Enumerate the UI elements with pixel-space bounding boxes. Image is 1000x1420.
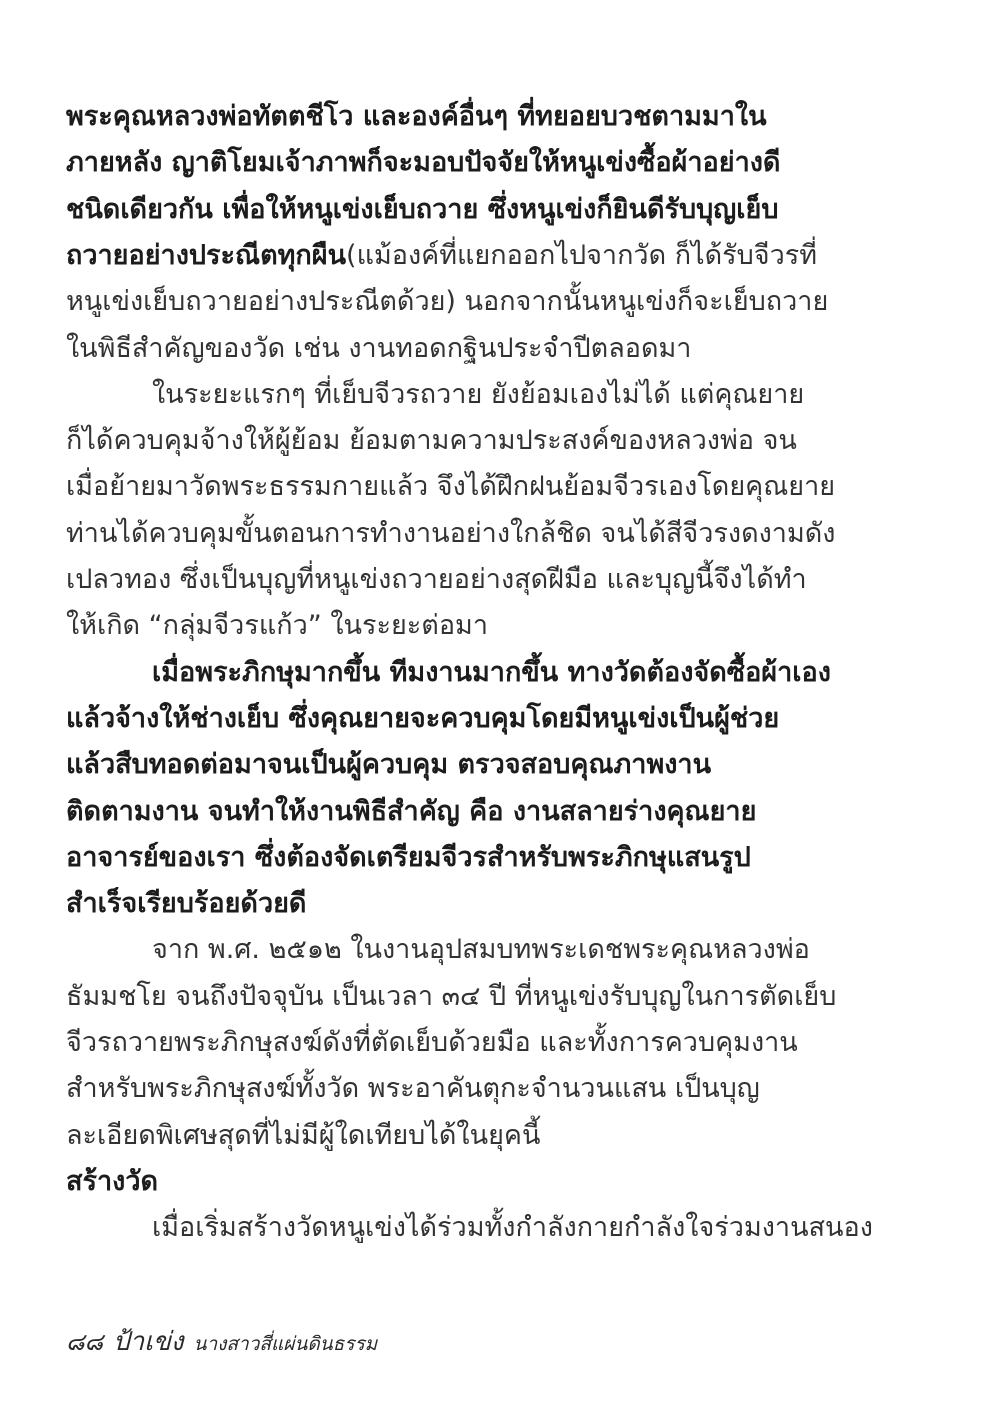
text-segment: แล้วสืบทอดต่อมาจนเป็นผู้ควบคุม ตรวจสอบคุณภาพงาน [66,749,712,781]
text-segment: เมื่อเริ่มสร้างวัดหนูเข่งได้ร่วมทั้งกำลังกายกำลังใจร่วมงานสนอง [152,1212,873,1244]
text-line [66,511,835,557]
text-line [66,881,306,927]
text-segment: ติดตามงาน จนทำให้งานพิธีสำคัญ คือ งานสลายร่างคุณยาย [66,795,757,827]
text-segment: จีวรถวายพระภิกษุสงฆ์ดังที่ตัดเย็บด้วยมือ และทั้งการควบคุมงาน [66,1027,798,1058]
book-subtitle: นางสาวสี่แผ่นดินธรรม [193,1333,378,1355]
text-line [152,1205,873,1251]
text-line [66,603,488,649]
text-line [152,650,831,696]
page-footer [66,1322,377,1365]
text-segment: อาจารย์ของเรา ซึ่งต้องจัดเตรียมจีวรสำหรับพระภิกษุแสนรูป [66,841,751,873]
text-segment: ก็ได้ควบคุมจ้างให้ผู้ย้อม ย้อมตามความประสงค์ของหลวงพ่อ จน [66,425,797,457]
text-line [66,1159,158,1205]
text-line [66,464,835,510]
text-segment: ถวายอย่างประณีตทุกผืน [66,239,347,271]
text-line [66,1113,540,1159]
text-line [66,1066,760,1112]
text-segment: ให้เกิด “กลุ่มจีวรแก้ว” ในระยะต่อมา [66,610,488,642]
text-segment: พระคุณหลวงพ่อทัตตชีโว และองค์อื่นๆ ที่ทยอยบวชตามมาใน [66,101,767,132]
page-number: ๘๘ [66,1328,104,1356]
text-line [152,372,804,418]
text-segment: ละเอียดพิเศษสุดที่ไม่มีผู้ใดเทียบได้ในยุคนี้ [66,1119,541,1151]
text-line [66,835,751,881]
text-segment: ภายหลัง ญาติโยมเจ้าภาพก็จะมอบปัจจัยให้หนูเข่งซื้อผ้าอย่างดี [66,147,781,179]
text-line [66,279,828,325]
text-segment: ในระยะแรกๆ ที่เย็บจีวรถวาย ยังย้อมเองไม่ได้ แต่คุณยาย [152,378,805,410]
text-line [66,974,836,1020]
text-segment: (แม้องค์ที่แยกออกไปจากวัด ก็ได้รับจีวรที่ [346,239,818,271]
text-line [66,696,779,742]
text-line [66,233,817,279]
text-line [152,927,810,973]
text-line [66,418,797,464]
text-segment: เมื่อพระภิกษุมากขึ้น ทีมงานมากขึ้น ทางวัดต้องจัดซื้อผ้าเอง [152,656,831,688]
text-line [66,557,807,603]
text-segment: ท่านได้ควบคุมขั้นตอนการทำงานอย่างใกล้ชิด จนได้สีจีวรงดงามดัง [66,517,836,549]
text-line [66,140,780,186]
text-line [66,1020,798,1066]
text-segment: แล้วจ้างให้ช่างเย็บ ซึ่งคุณยายจะควบคุมโดยมีหนูเข่งเป็นผู้ช่วย [66,702,780,734]
text-line [66,789,756,835]
text-line [66,187,778,233]
text-segment: จาก พ.ศ. ๒๕๑๒ ในงานอุปสมบทพระเดชพระคุณหลวงพ่อ [152,934,810,966]
text-segment: ชนิดเดียวกัน เพื่อให้หนูเข่งเย็บถวาย ซึ่งหนูเข่งก็ยินดีรับบุญเย็บ [66,193,779,225]
text-segment: หนูเข่งเย็บถวายอย่างประณีตด้วย) นอกจากนั้นหนูเข่งก็จะเย็บถวาย [66,286,829,318]
text-segment: เมื่อย้ายมาวัดพระธรรมกายแล้ว จึงได้ฝึกฝนย้อมจีวรเองโดยคุณยาย [66,471,836,503]
text-segment: เปลวทอง ซึ่งเป็นบุญที่หนูเข่งถวายอย่างสุดฝีมือ และบุญนี้จึงได้ทำ [66,564,807,595]
text-segment: ในพิธีสำคัญของวัด เช่น งานทอดกฐินประจำปีตลอดมา [66,332,692,364]
text-segment: สำหรับพระภิกษุสงฆ์ทั้งวัด พระอาคันตุกะจำนวนแสน เป็นบุญ [66,1073,760,1105]
text-line [66,94,767,140]
book-title: ป้าเข่ง [113,1327,184,1357]
text-line [66,326,691,372]
text-segment: สร้างวัด [66,1165,159,1197]
text-segment: สำเร็จเรียบร้อยด้วยดี [66,888,307,920]
text-line [66,742,711,788]
text-segment: ธัมมชโย จนถึงปัจจุบัน เป็นเวลา ๓๔ ปี ที่หนูเข่งรับบุญในการตัดเย็บ [66,980,837,1012]
